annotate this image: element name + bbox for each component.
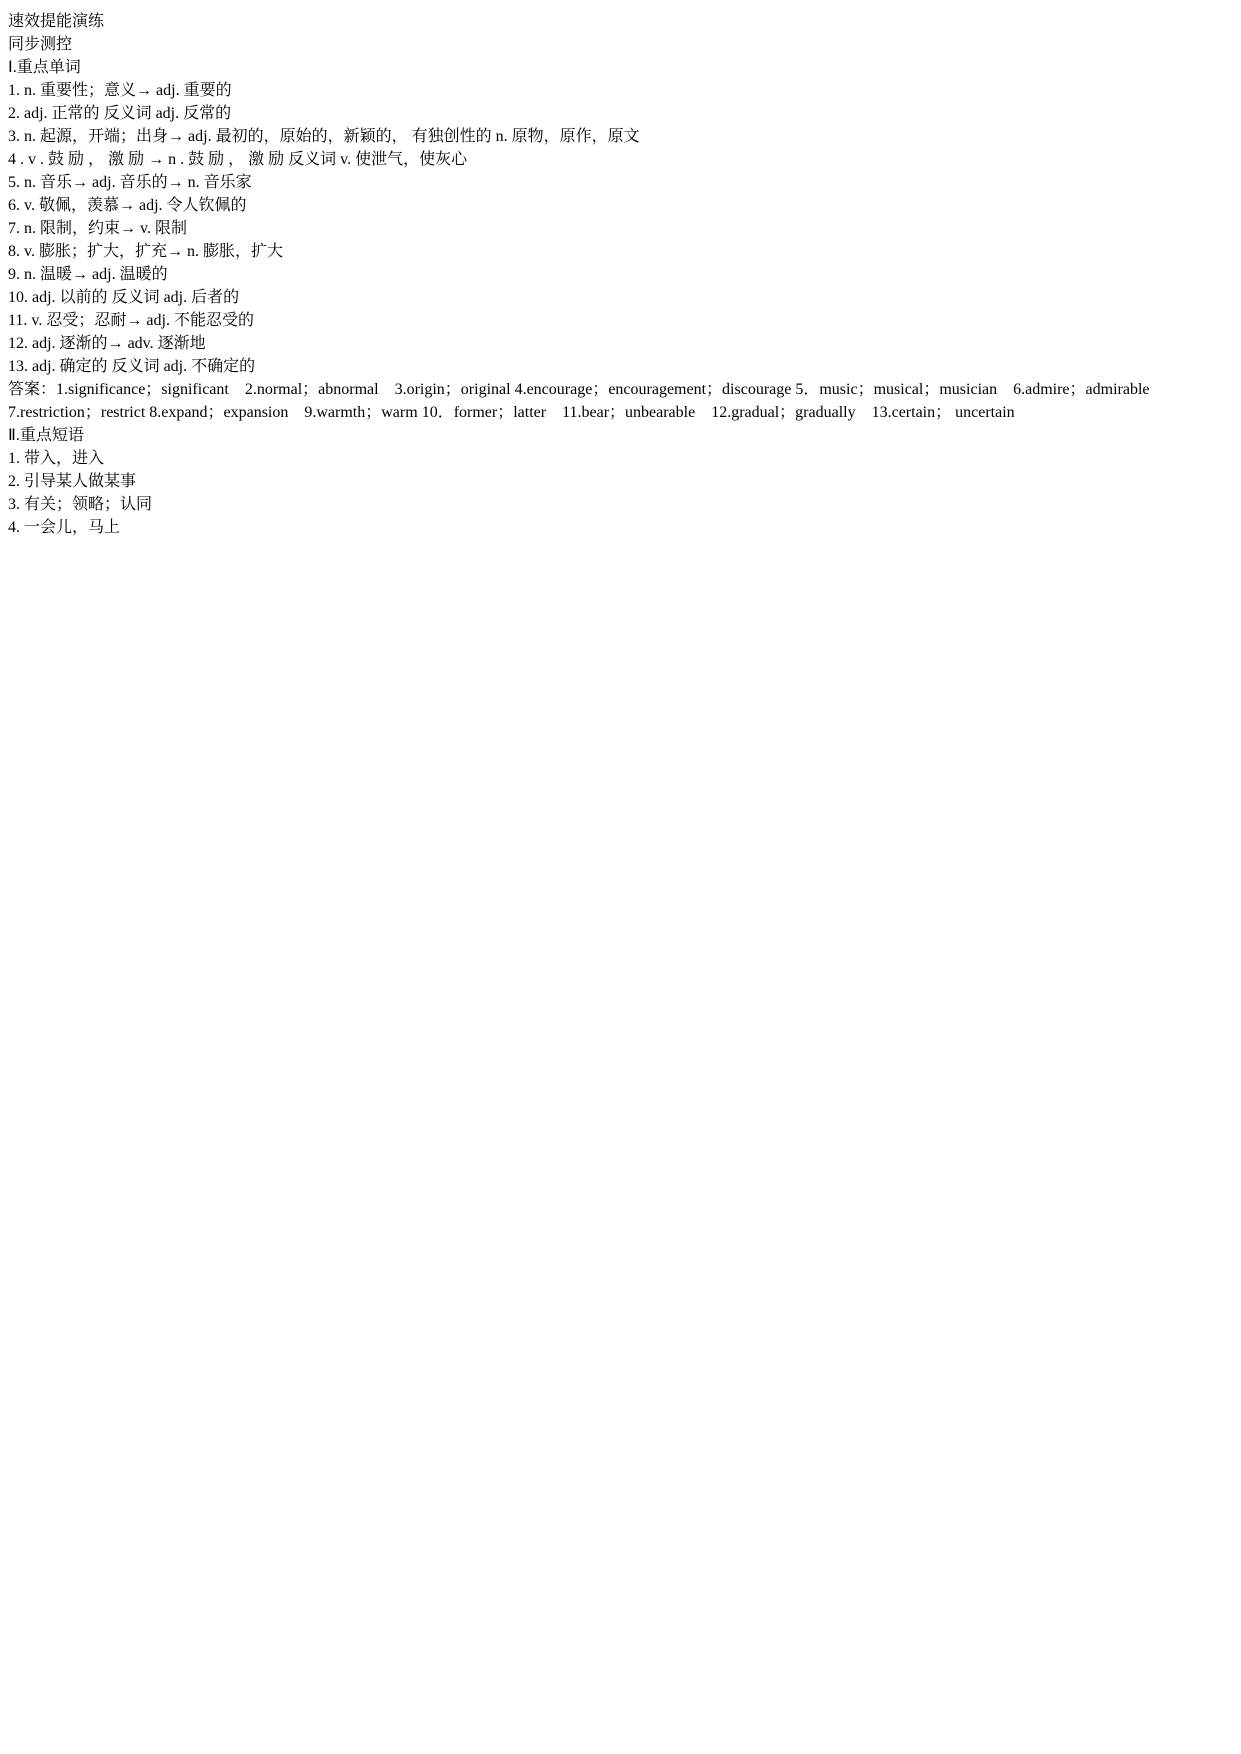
meaning-text: 膨胀，扩大 [202,243,283,260]
pos-label: adj. [146,312,170,329]
meaning-text: 音乐的→ [119,174,184,191]
question-9 [8,261,1233,284]
meaning-text: 带入，进入 [24,450,105,467]
punctuation: . [20,151,24,168]
meaning-text: 引导某人做某事 [24,473,137,490]
meaning-text: 重要的 [183,82,232,99]
pos-label: adj. [32,335,56,352]
question-number: 6. [8,197,20,214]
meaning-text: 膨胀；扩大，扩充→ [38,243,183,260]
pos-label: n. [495,128,508,145]
punctuation: ， [228,151,245,168]
pos-label: adj. [24,105,48,122]
question-12 [8,330,1233,353]
meaning-char: 励 [268,151,285,168]
banner-title: 速效提能演练 [8,13,105,30]
question-8 [8,238,1233,261]
pos-label: v. [24,197,35,214]
meaning-text: 使泄气，使灰心 [355,151,468,168]
meaning-text: 温暖→ [40,266,89,283]
meaning-text: 一会儿，马上 [24,519,121,536]
meaning-text: 重要性；意义→ [40,82,153,99]
meaning-text: 以前的 [59,289,108,306]
pos-label: n. [24,82,36,99]
pos-label: adj. [188,128,212,145]
question-number: 4 [8,151,16,168]
question-number: 2. [8,473,20,490]
section-heading: Ⅱ.重点短语 [8,427,84,444]
question-3 [8,123,1233,146]
pos-label: n. [24,266,36,283]
question-number: 9. [8,266,20,283]
pos-label: v. [31,312,43,329]
question-11 [8,307,1233,330]
meaning-text: 令人钦佩的 [166,197,247,214]
meaning-text: 忍受；忍耐→ [46,312,143,329]
meaning-char: 鼓 [188,151,205,168]
question-number: 1. [8,82,20,99]
pos-label: n. [24,220,36,237]
punctuation: . [180,151,185,168]
meaning-text: 音乐家 [203,174,252,191]
meaning-text: 确定的 [59,358,108,375]
meaning-text: 限制，约束→ [40,220,137,237]
pos-label: adj. [92,174,116,191]
meaning-text: 原物，原作，原文 [511,128,640,145]
question-number: 10. [8,289,28,306]
meaning-text: 敬佩，羡慕→ [38,197,135,214]
answer-line: 5．music；musical；musician 6.admire；admirable 7.restriction；restrict [8,381,1166,421]
meaning-text: 逐渐的→ [59,335,124,352]
meaning-text: 有独创性的 [411,128,492,145]
answer-line: 8.expand；expansion 9.warmth；warm [149,404,418,421]
answer-line: 10．former；latter 11.bear；unbearable 12.gradual；gradually 13.certain； [421,404,952,421]
meaning-text: 后者的 [191,289,240,306]
question-13 [8,353,1233,376]
antonym-label: 反义词 [111,289,160,306]
question-5 [8,169,1233,192]
answer-key [8,376,1233,422]
meaning-char: 励 [128,151,145,168]
question-number: 4. [8,519,20,536]
meaning-text: 有关；领略；认同 [24,496,153,513]
answer-line: 4.encourage；encouragement；discourage [514,381,792,398]
pos-label: v. [24,243,35,260]
answer-line: uncertain [955,404,1015,421]
question-10 [8,284,1233,307]
answer-line: 答案：1.significance；significant 2.normal；abnormal 3.origin；original [8,381,511,398]
pos-label: n. [24,128,36,145]
phrase-item [8,514,1233,537]
question-number: 8. [8,243,20,260]
meaning-text: 音乐→ [40,174,89,191]
meaning-char: 激 [108,151,125,168]
question-1 [8,77,1233,100]
pos-label: adj. [155,105,180,122]
meaning-text: 正常的 [51,105,100,122]
pos-label: n [168,151,177,168]
meaning-text: 逐渐地 [157,335,206,352]
meaning-text: 最初的，原始的，新颖的， [215,128,408,145]
sub-banner [8,31,1233,54]
meaning-text: 起源，开端；出身→ [40,128,185,145]
title-banner [8,8,1233,31]
meaning-char: 鼓 [48,151,65,168]
pos-label: adj. [32,358,56,375]
pos-label: n. [24,174,36,191]
meaning-char: 励 [208,151,225,168]
question-number: 3. [8,128,20,145]
punctuation: ， [88,151,105,168]
meaning-text: 不能忍受的 [173,312,254,329]
sub-banner-title: 同步测控 [8,36,73,53]
question-number: 1. [8,450,20,467]
pos-label: adj. [163,358,188,375]
question-2 [8,100,1233,123]
question-number: 11. [8,312,28,329]
pos-label: v. [340,151,352,168]
question-number: 7. [8,220,20,237]
pos-label: adv. [127,335,154,352]
arrow-icon: → [148,151,165,168]
question-number: 3. [8,496,20,513]
question-number: 2. [8,105,20,122]
page [8,8,1233,537]
meaning-char: 激 [248,151,265,168]
question-7 [8,215,1233,238]
question-4 [8,146,1233,169]
meaning-text: 温暖的 [119,266,168,283]
question-number: 12. [8,335,28,352]
meaning-char: 励 [68,151,85,168]
meaning-text: 不确定的 [191,358,256,375]
pos-label: n. [186,243,199,260]
pos-label: n. [187,174,200,191]
pos-label: adj. [156,82,180,99]
question-6 [8,192,1233,215]
phrase-item [8,491,1233,514]
antonym-label: 反义词 [103,105,152,122]
meaning-text: 限制 [154,220,187,237]
meaning-text: 反常的 [183,105,232,122]
antonym-label: 反义词 [288,151,337,168]
pos-label: v [28,151,36,168]
punctuation: . [40,151,44,168]
pos-label: adj. [163,289,188,306]
pos-label: adj. [32,289,56,306]
pos-label: v. [140,220,151,237]
antonym-label: 反义词 [111,358,160,375]
phrase-item [8,468,1233,491]
phrase-item [8,445,1233,468]
question-number: 5. [8,174,20,191]
section-heading: Ⅰ.重点单词 [8,59,81,76]
question-number: 13. [8,358,28,375]
pos-label: adj. [138,197,163,214]
pos-label: adj. [92,266,116,283]
